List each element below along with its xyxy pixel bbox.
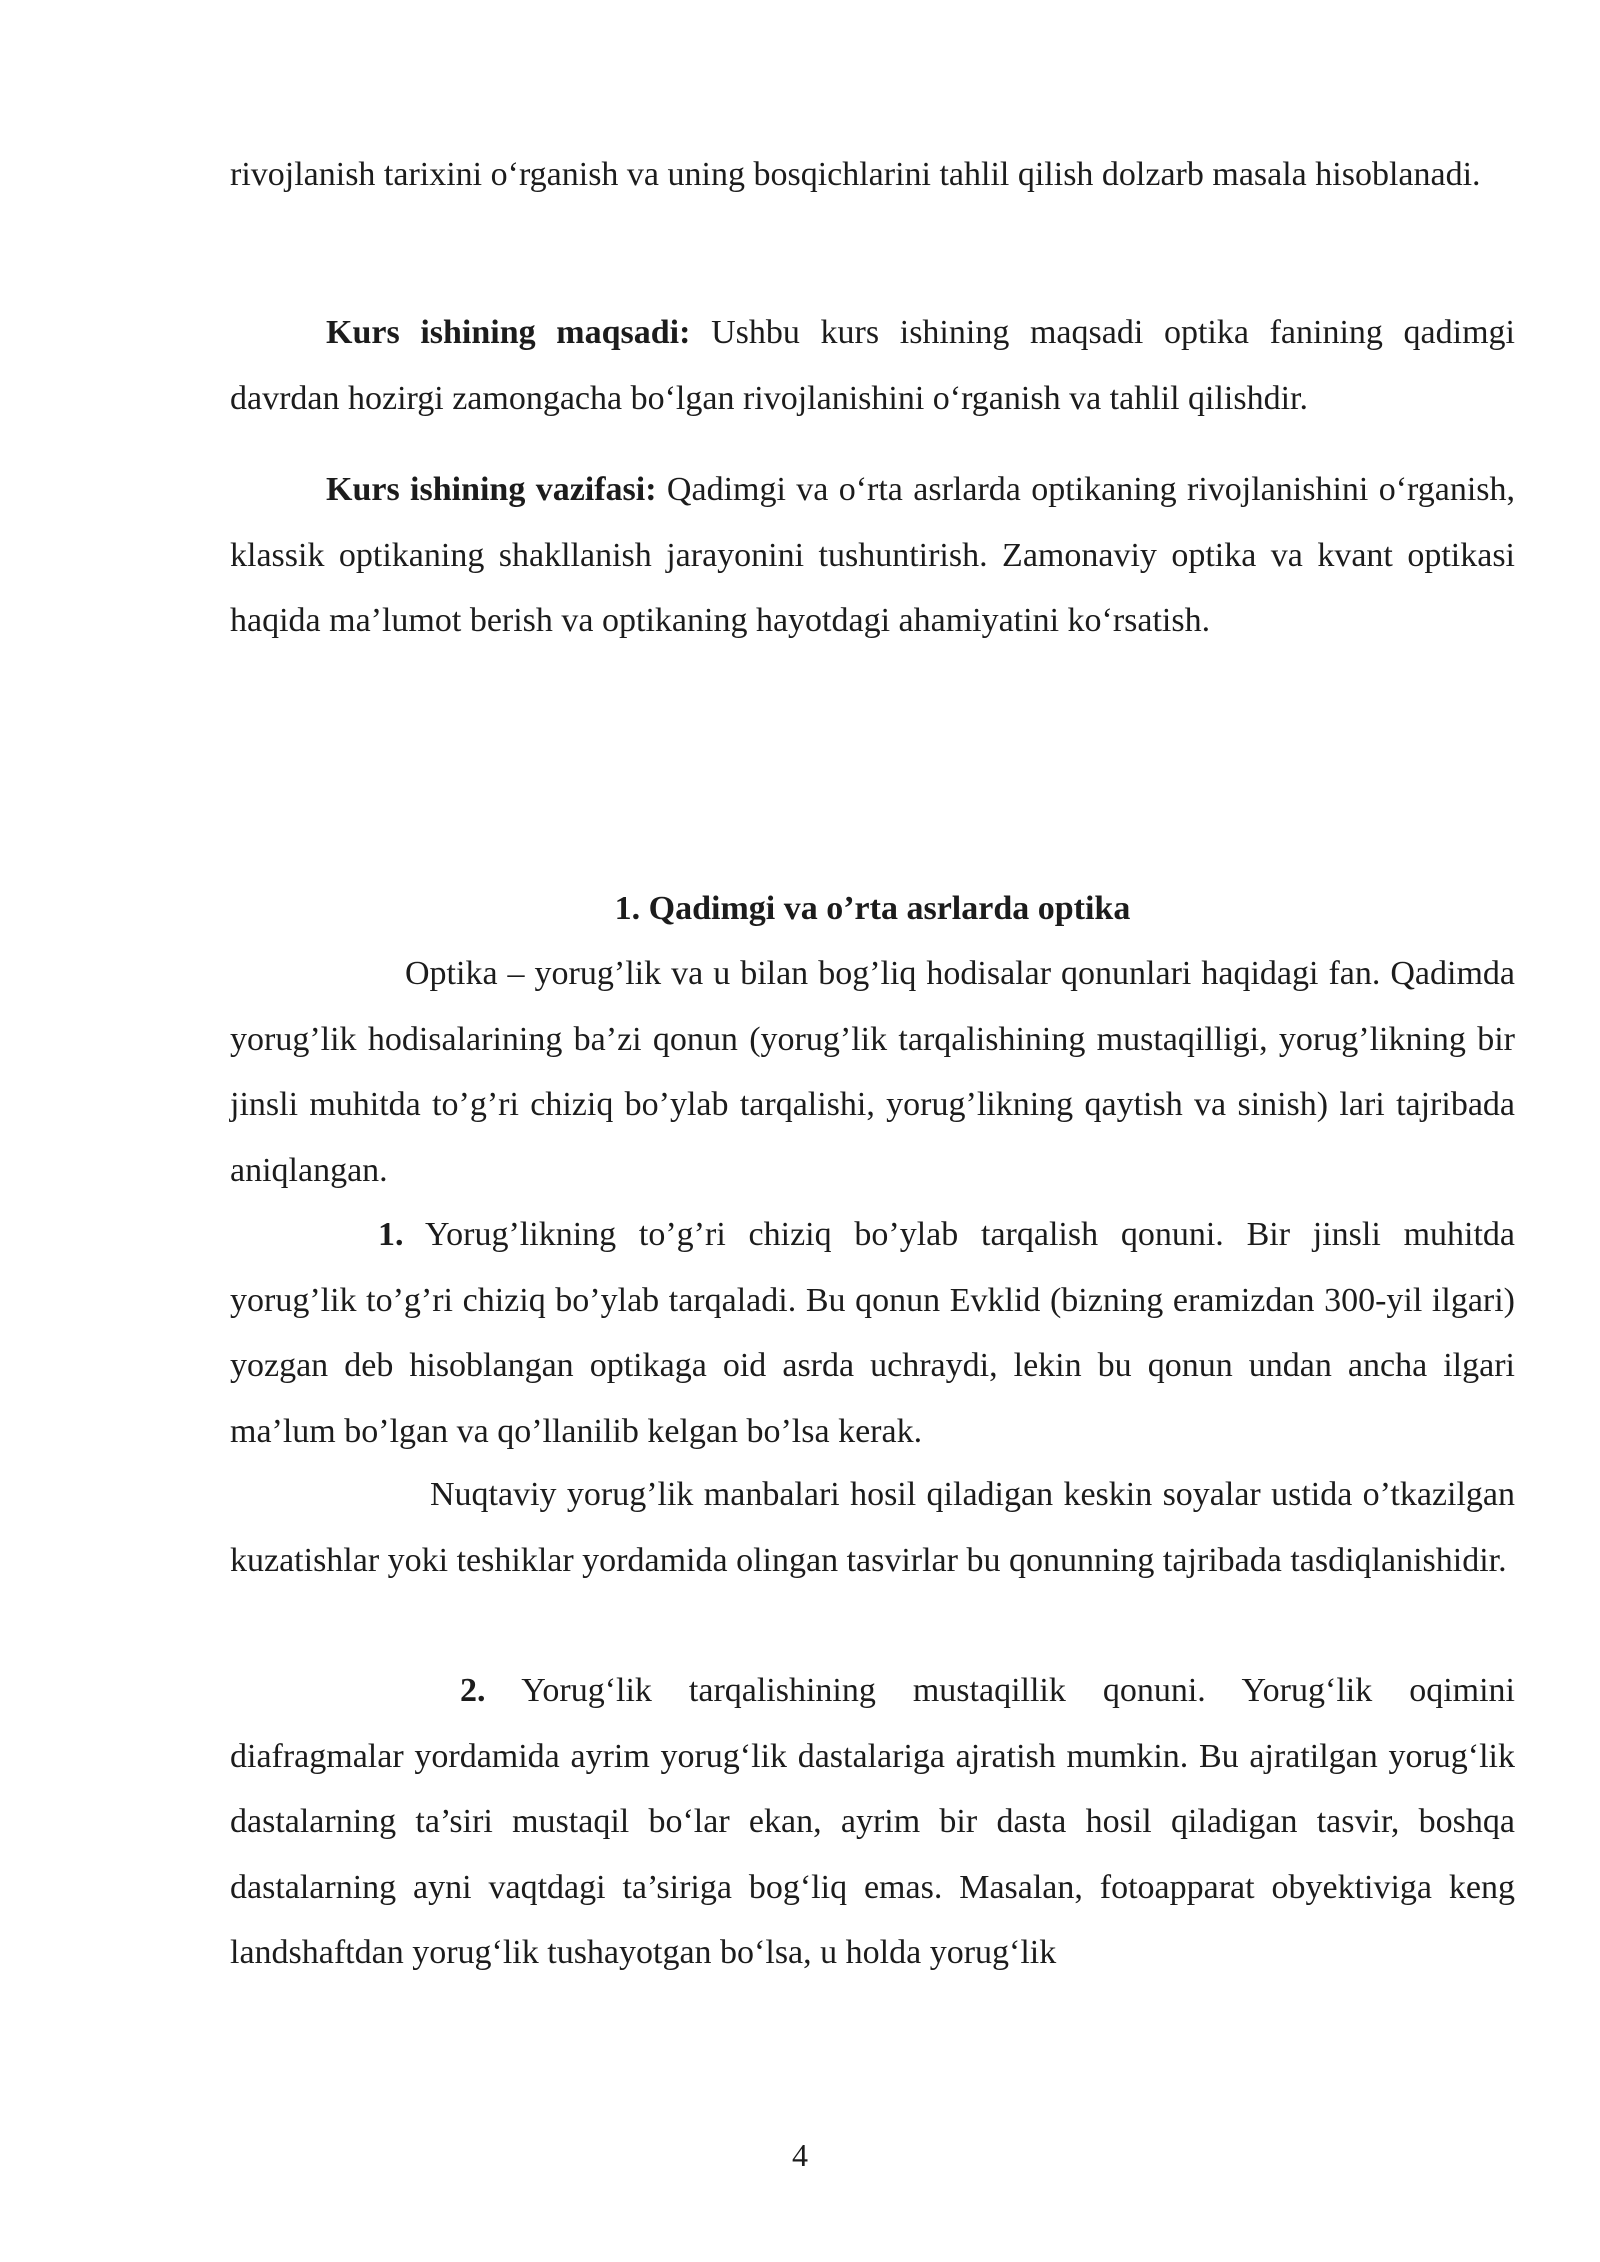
law1-text: Yorug’likning to’g’ri chiziq bo’ylab tarqalish qonuni. Bir jinsli muhitda yorug’lik to’g’ri chiziq bo’ylab tarqaladi. Bu qonun Evklid (bizning eramizdan 300-yil ilgari) yozgan deb hisoblangan optikaga oid asrda uchraydi, lekin bu qonun undan ancha ilgari ma’lum bo’lgan va qo’llanilib kelgan bo’lsa kerak. [230,1216,1515,1450]
section-heading: 1. Qadimgi va o’rta asrlarda optika [614,890,1131,927]
tasks-paragraph [230,457,1515,654]
law1-evidence-paragraph [230,1462,1515,1593]
tasks-text: Qadimgi va o‘rta asrlarda optikaning rivojlanishini o‘rganish, klassik optikaning shakllanish jarayonini tushuntirish. Zamonaviy optika va kvant optikasi haqida ma’lumot berish va optikaning hayotdagi ahamiyatini ko‘rsatish. [230,471,1515,639]
intro-text: rivojlanish tarixini o‘rganish va uning bosqichlarini tahlil qilish dolzarb masala hisoblanadi. [230,156,1481,193]
tasks-label: Kurs ishining vazifasi: [326,471,657,508]
page-number: 4 [792,2137,808,2173]
definition-text: Optika – yorug’lik va u bilan bog’liq hodisalar qonunlari haqidagi fan. Qadimda yorug’lik hodisalarining ba’zi qonun (yorug’lik tarqalishining mustaqilligi, yorug’likning bir jinsli muhitda to’g’ri chiziq bo’ylab tarqalishi, yorug’likning qaytish va sinish) lari tajribada aniqlangan. [230,955,1515,1189]
law2-number: 2. [460,1672,486,1709]
goal-paragraph [230,300,1515,431]
goal-label: Kurs ishining maqsadi: [326,314,691,351]
law2-text: Yorug‘lik tarqalishining mustaqillik qonuni. Yorug‘lik oqimini diafragmalar yordamida ayrim yorug‘lik dastalariga ajratish mumkin. Bu ajratilgan yorug‘lik dastalarning ta’siri mustaqil bo‘lar ekan, ayrim bir dasta hosil qiladigan tasvir, boshqa dastalarning ayni vaqtdagi ta’siriga bog‘liq emas. Masalan, fotoapparat obyektiviga keng landshaftdan yorug‘lik tushayotgan bo‘lsa, u holda yorug‘lik [230,1672,1515,1971]
goal-text: Ushbu kurs ishining maqsadi optika fanining qadimgi davrdan hozirgi zamongacha bo‘lgan rivojlanishini o‘rganish va tahlil qilishdir. [230,314,1515,417]
law1-number: 1. [378,1216,404,1253]
law1-paragraph [230,1202,1515,1464]
law1-evidence-text: Nuqtaviy yorug’lik manbalari hosil qiladigan keskin soyalar ustida o’tkazilgan kuzatishlar yoki teshiklar yordamida olingan tasvirlar bu qonunning tajribada tasdiqlanishidir. [230,1476,1515,1579]
definition-paragraph [230,941,1515,1203]
law2-paragraph [230,1658,1515,1986]
intro-paragraph [230,142,1515,208]
